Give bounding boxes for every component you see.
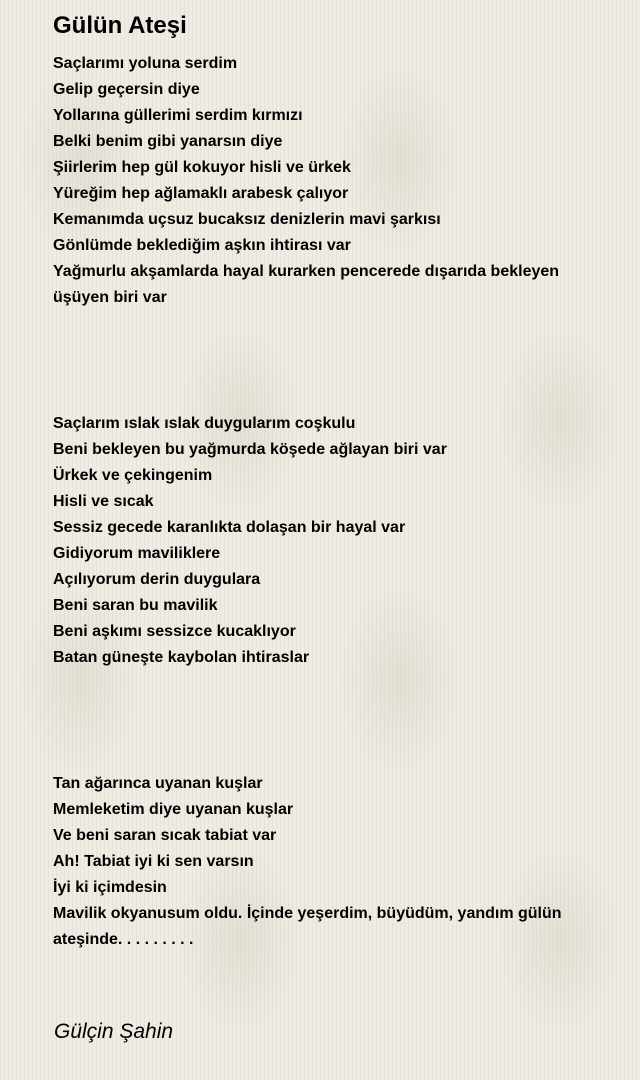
poem-line: Belki benim gibi yanarsın diye: [53, 133, 283, 150]
poem-line: Ve beni saran sıcak tabiat var: [53, 827, 277, 844]
poem-line: Gönlümde beklediğim aşkın ihtirası var: [53, 237, 351, 254]
poem-line: Beni aşkımı sessizce kucaklıyor: [53, 623, 296, 640]
poem-line: Batan güneşte kaybolan ihtiraslar: [53, 649, 310, 666]
poem-line: Açılıyorum derin duygulara: [53, 571, 261, 588]
poem-line: Hisli ve sıcak: [53, 493, 154, 510]
poem-title: Gülün Ateşi: [53, 12, 187, 39]
poem-line: Gidiyorum maviliklere: [53, 545, 221, 562]
poem-author: Gülçin Şahin: [54, 1020, 174, 1043]
poem-line: Gelip geçersin diye: [53, 81, 200, 98]
poem-line: Yüreğim hep ağlamaklı arabesk çalıyor: [53, 185, 349, 202]
poem-line: Saçlarım ıslak ıslak duygularım coşkulu: [53, 415, 356, 432]
poem-line: Şiirlerim hep gül kokuyor hisli ve ürkek: [53, 159, 351, 176]
poem-line: Tan ağarınca uyanan kuşlar: [53, 775, 263, 792]
poem-line: Kemanımda uçsuz bucaksız denizlerin mavi şarkısı: [53, 211, 441, 228]
poem-line: Ah! Tabiat iyi ki sen varsın: [53, 853, 254, 870]
poem-line: Yağmurlu akşamlarda hayal kurarken pencerede dışarıda bekleyen üşüyen biri var: [53, 263, 560, 306]
poem-line: Sessiz gecede karanlıkta dolaşan bir hayal var: [53, 519, 406, 536]
poem-line: İyi ki içimdesin: [53, 879, 167, 896]
poem-line: Yollarına güllerimi serdim kırmızı: [53, 107, 303, 124]
poem-line: Memleketim diye uyanan kuşlar: [53, 801, 294, 818]
poem-line: Mavilik okyanusum oldu. İçinde yeşerdim, büyüdüm, yandım gülün ateşinde. . . . . . . . .: [53, 905, 562, 948]
stanza-3: [53, 771, 593, 953]
stanza-2: [53, 411, 593, 671]
stanza-1: [53, 51, 593, 311]
poem-line: Ürkek ve çekingenim: [53, 467, 213, 484]
poem-line: Saçlarımı yoluna serdim: [53, 55, 238, 72]
poem-line: Beni bekleyen bu yağmurda köşede ağlayan biri var: [53, 441, 447, 458]
poem-line: Beni saran bu mavilik: [53, 597, 218, 614]
